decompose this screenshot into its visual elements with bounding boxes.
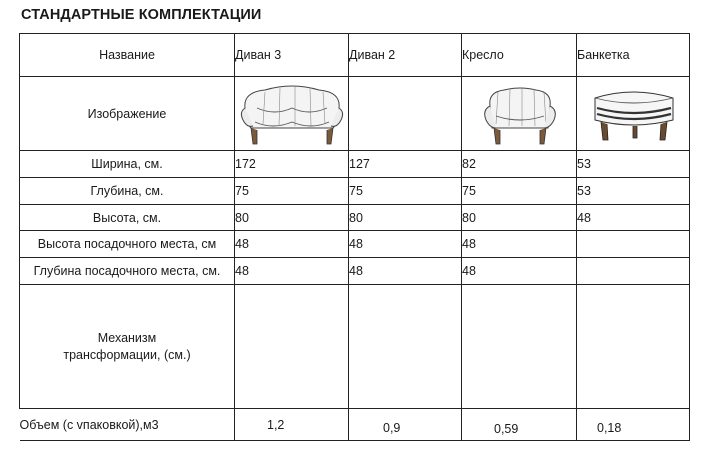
specifications-table xyxy=(19,33,690,441)
cell-mechanism-armchair xyxy=(462,285,577,409)
cell-width-armchair: 82 xyxy=(462,151,577,178)
cell-width-ottoman: 53 xyxy=(577,151,690,178)
cell-volume-sofa-3: 1,2 xyxy=(235,409,349,441)
volume-row xyxy=(20,409,690,441)
header-row xyxy=(20,34,690,77)
image-row-label: Изображение xyxy=(20,77,235,151)
cell-depth-sofa-3: 75 xyxy=(235,178,349,205)
row-label-seat-height: Высота посадочного места, см xyxy=(20,231,235,258)
table-row xyxy=(20,151,690,178)
row-label-width: Ширина, см. xyxy=(20,151,235,178)
cell-depth-armchair: 75 xyxy=(462,178,577,205)
cell-width-sofa-3: 172 xyxy=(235,151,349,178)
cell-seat-depth-ottoman xyxy=(577,258,690,285)
cell-height-sofa-2: 80 xyxy=(349,205,462,231)
cell-volume-armchair: 0,59 xyxy=(462,409,577,441)
sofa-3-seat-icon xyxy=(235,78,349,150)
page-title: СТАНДАРТНЫЕ КОМПЛЕКТАЦИИ xyxy=(21,7,262,23)
armchair-icon xyxy=(462,78,577,150)
sofa-2-image-cell xyxy=(349,77,462,151)
cell-mechanism-sofa-3 xyxy=(235,285,349,409)
cell-seat-depth-sofa-3: 48 xyxy=(235,258,349,285)
cell-volume-ottoman: 0,18 xyxy=(577,409,690,441)
cell-mechanism-ottoman xyxy=(577,285,690,409)
ottoman-icon xyxy=(577,78,690,150)
row-label-mechanism xyxy=(20,285,235,409)
column-header-armchair: Кресло xyxy=(462,34,577,77)
row-label-height: Высота, см. xyxy=(20,205,235,231)
cell-volume-sofa-2: 0,9 xyxy=(349,409,462,441)
table-row xyxy=(20,178,690,205)
row-label-seat-depth: Глубина посадочного места, см. xyxy=(20,258,235,285)
cell-height-sofa-3: 80 xyxy=(235,205,349,231)
column-header-name: Название xyxy=(20,34,235,77)
cell-mechanism-sofa-2 xyxy=(349,285,462,409)
cell-seat-depth-armchair: 48 xyxy=(462,258,577,285)
cell-seat-height-sofa-2: 48 xyxy=(349,231,462,258)
column-header-sofa-3: Диван 3 xyxy=(235,34,349,77)
ottoman-image-cell xyxy=(577,77,690,151)
table-row xyxy=(20,205,690,231)
cell-seat-height-sofa-3: 48 xyxy=(235,231,349,258)
mechanism-label-line1: Механизм xyxy=(97,330,157,345)
cell-depth-sofa-2: 75 xyxy=(349,178,462,205)
cell-width-sofa-2: 127 xyxy=(349,151,462,178)
mechanism-row xyxy=(20,285,690,409)
cell-height-ottoman: 48 xyxy=(577,205,690,231)
mechanism-label-line2: трансформации, (см.) xyxy=(63,347,191,362)
cell-seat-height-armchair: 48 xyxy=(462,231,577,258)
cell-depth-ottoman: 53 xyxy=(577,178,690,205)
sofa-3-image-cell xyxy=(235,77,349,151)
column-header-ottoman: Банкетка xyxy=(577,34,690,77)
cell-seat-depth-sofa-2: 48 xyxy=(349,258,462,285)
image-row xyxy=(20,77,690,151)
armchair-image-cell xyxy=(462,77,577,151)
column-header-sofa-2: Диван 2 xyxy=(349,34,462,77)
cell-seat-height-ottoman xyxy=(577,231,690,258)
cell-height-armchair: 80 xyxy=(462,205,577,231)
table-row xyxy=(20,231,690,258)
row-label-volume: Объем (с vпаковкой),м3 xyxy=(20,409,235,441)
table-row xyxy=(20,258,690,285)
row-label-depth: Глубина, см. xyxy=(20,178,235,205)
